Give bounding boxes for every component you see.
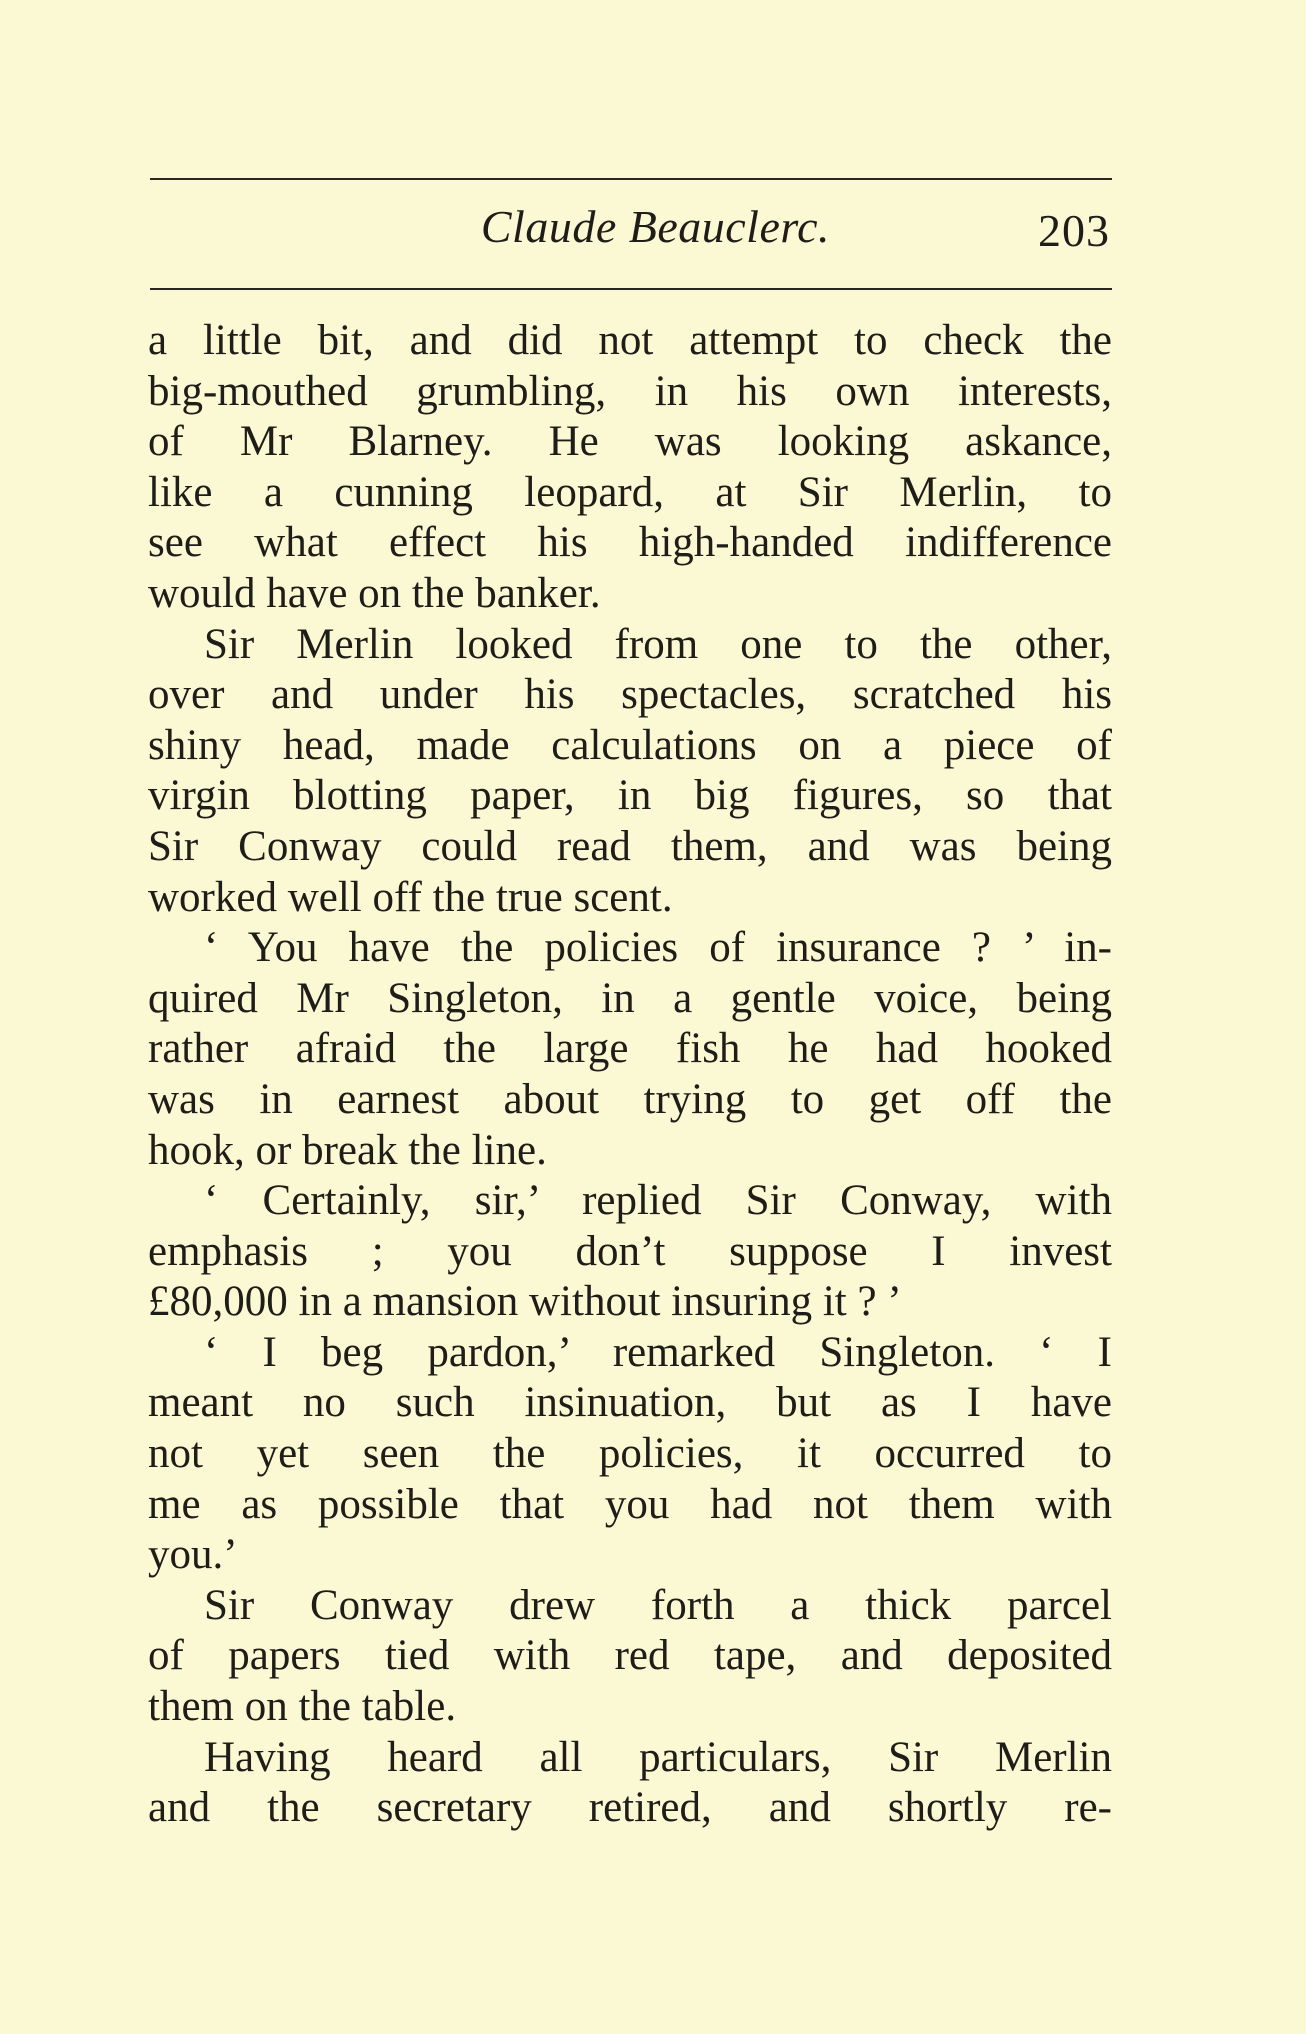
text-line: was in earnest about trying to get off the [148,1075,1112,1123]
text-line: shiny head, made calculations on a piece of [148,721,1112,769]
text-line: them on the table. [148,1683,457,1731]
header-rule-bottom [150,288,1112,290]
text-line: ‘ You have the policies of insurance ? ’ in- [204,924,1112,972]
text-line: virgin blotting paper, in big figures, so that [148,772,1112,820]
text-line: over and under his spectacles, scratched his [148,671,1112,719]
text-line: and the secretary retired, and shortly re- [148,1784,1112,1832]
text-line: Sir Conway could read them, and was being [148,822,1112,870]
text-line: emphasis ; you don’t suppose I invest [148,1227,1112,1275]
text-line: of Mr Blarney. He was looking askance, [148,418,1112,466]
text-line: hook, or break the line. [148,1126,547,1174]
text-line: see what effect his high-handed indifference [148,519,1112,567]
text-line: Having heard all particulars, Sir Merlin [204,1733,1112,1781]
text-line: me as possible that you had not them with [148,1480,1112,1528]
text-line: ‘ Certainly, sir,’ replied Sir Conway, with [204,1177,1112,1225]
text-line: Sir Conway drew forth a thick parcel [204,1581,1112,1629]
text-line: you.’ [148,1531,238,1579]
text-line: £80,000 in a mansion without insuring it ? ’ [148,1278,902,1326]
body-text [148,316,1112,1834]
text-line: a little bit, and did not attempt to check the [148,317,1112,364]
text-line: big-mouthed grumbling, in his own interests, [148,367,1112,415]
text-line: not yet seen the policies, it occurred to [148,1430,1112,1478]
running-title: Claude Beauclerc. [480,201,830,252]
text-line: of papers tied with red tape, and deposited [148,1632,1112,1680]
text-line: Sir Merlin looked from one to the other, [204,620,1112,668]
text-line: rather afraid the large fish he had hooked [148,1025,1112,1073]
text-line: meant no such insinuation, but as I have [148,1379,1112,1427]
text-line: like a cunning leopard, at Sir Merlin, to [148,468,1112,516]
header-rule-top [150,178,1112,180]
text-line: would have on the banker. [148,569,601,617]
text-line: quired Mr Singleton, in a gentle voice, being [148,974,1112,1022]
page-number: 203 [1038,205,1110,256]
text-line: ‘ I beg pardon,’ remarked Singleton. ‘ I [204,1328,1112,1376]
text-line: worked well off the true scent. [148,873,673,921]
